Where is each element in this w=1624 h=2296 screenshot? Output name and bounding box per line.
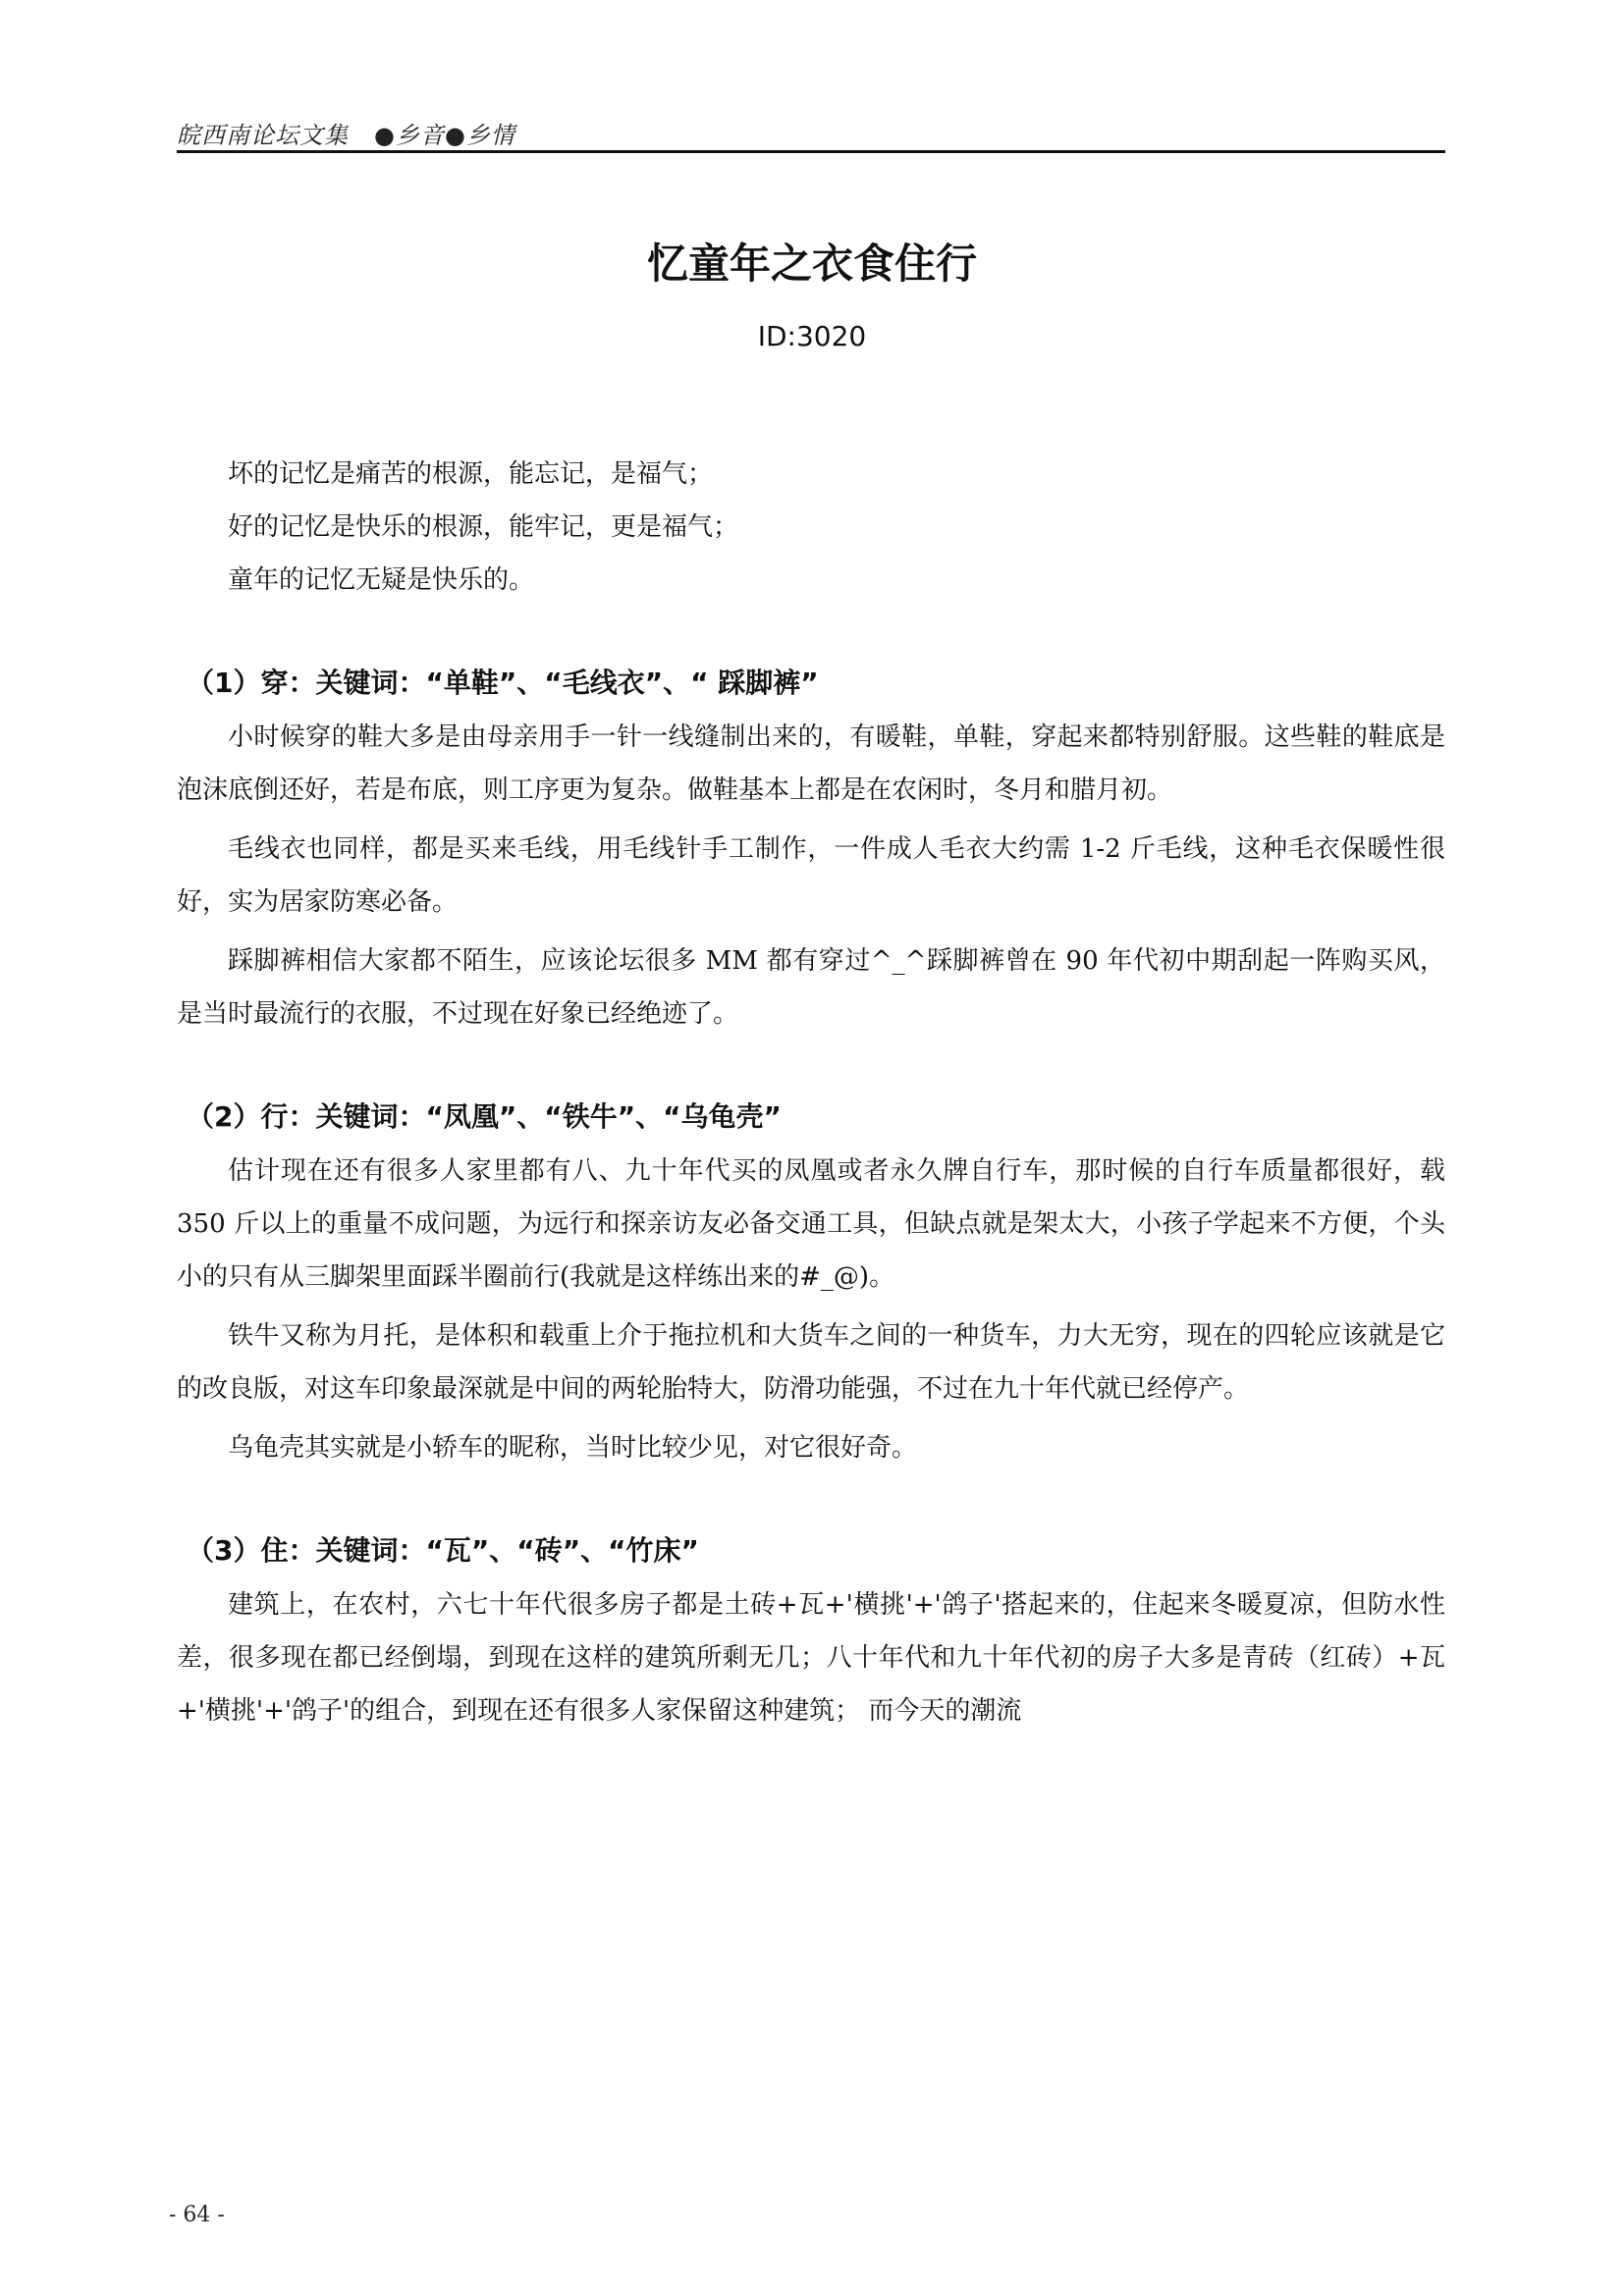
article-body xyxy=(177,448,1445,1743)
section-heading: （3）住：关键词：“瓦”、“砖”、“竹床” xyxy=(187,1534,699,1567)
intro-line: 好的记忆是快乐的根源，能牢记，更是福气； xyxy=(228,512,739,542)
intro xyxy=(177,448,1445,607)
collection-name: 皖西南论坛文集 xyxy=(177,122,349,149)
paragraph: 踩脚裤相信大家都不陌生，应该论坛很多 MM 都有穿过^_^踩脚裤曾在 90 年代初中期刮起一阵购买风，是当时最流行的衣服，不过现在好象已经绝迹了。 xyxy=(177,946,1445,1029)
section-heading: （1）穿：关键词：“单鞋”、“毛线衣”、“ 踩脚裤” xyxy=(187,667,819,699)
header-rule xyxy=(177,150,1445,153)
section-clothing xyxy=(177,656,1445,1041)
page-number: - 64 - xyxy=(169,2203,225,2227)
intro-line: 坏的记忆是痛苦的根源，能忘记，是福气； xyxy=(228,459,714,489)
intro-line: 童年的记忆无疑是快乐的。 xyxy=(228,565,535,595)
article-id: ID:3020 xyxy=(757,320,867,352)
paragraph: 小时候穿的鞋大多是由母亲用手一针一线缝制出来的，有暖鞋，单鞋，穿起来都特别舒服。这些鞋的鞋底是泡沫底倒还好，若是布底，则工序更为复杂。做鞋基本上都是在农闲时，冬月和腊月初。 xyxy=(177,722,1445,805)
running-header xyxy=(177,116,1445,150)
section-travel xyxy=(177,1090,1445,1474)
section-heading: （2）行：关键词：“凤凰”、“铁牛”、“乌龟壳” xyxy=(187,1100,782,1133)
header-bullets: ●乡音●乡情 xyxy=(374,122,515,149)
paragraph: 铁牛又称为月托，是体积和载重上介于拖拉机和大货车之间的一种货车，力大无穷，现在的四轮应该就是它的改良版，对这车印象最深就是中间的两轮胎特大，防滑功能强，不过在九十年代就已经停产。 xyxy=(177,1321,1445,1404)
paragraph: 建筑上，在农村，六七十年代很多房子都是土砖+瓦+'横挑'+'鸽子'搭起来的，住起来冬暖夏凉，但防水性差，很多现在都已经倒塌，到现在这样的建筑所剩无几；八十年代和九十年代初的房子大多是青砖（红砖）+瓦+'横挑'+'鸽子'的组合，到现在还有很多人家保留这种建筑； 而今天的潮流 xyxy=(177,1590,1445,1726)
paragraph: 乌龟壳其实就是小轿车的昵称，当时比较少见，对它很好奇。 xyxy=(228,1433,918,1463)
article-title: 忆童年之衣食住行 xyxy=(646,240,977,288)
paragraph: 估计现在还有很多人家里都有八、九十年代买的凤凰或者永久牌自行车，那时候的自行车质量都很好，载 350 斤以上的重量不成问题，为远行和探亲访友必备交通工具，但缺点就是架太大，小孩子学起来不方便，个头小的只有从三脚架里面踩半圈前行(我就是这样练出来的#_@)。 xyxy=(177,1156,1445,1292)
paragraph: 毛线衣也同样，都是买来毛线，用毛线针手工制作，一件成人毛衣大约需 1-2 斤毛线，这种毛衣保暖性很好，实为居家防寒必备。 xyxy=(177,834,1445,917)
section-housing xyxy=(177,1523,1445,1737)
